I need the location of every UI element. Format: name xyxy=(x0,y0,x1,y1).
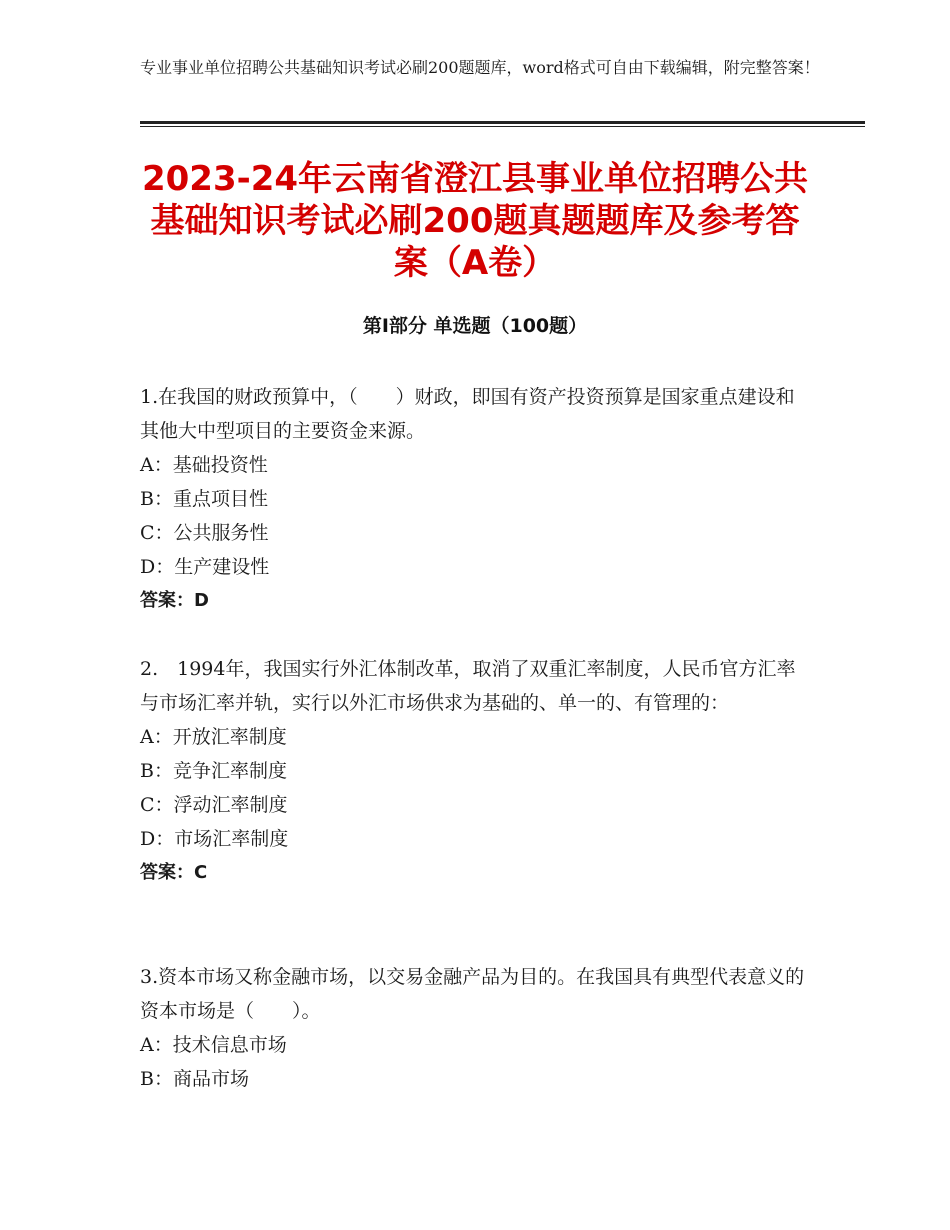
header-divider-thin xyxy=(140,126,865,127)
option-a: A：技术信息市场 xyxy=(140,1034,287,1056)
question-stem: 1.在我国的财政预算中，（ ）财政，即国有资产投资预算是国家重点建设和其他大中型项目的主要资金来源。 xyxy=(140,386,795,442)
option-d: D：生产建设性 xyxy=(140,556,270,578)
question-stem: 2. 1994年，我国实行外汇体制改革，取消了双重汇率制度，人民币官方汇率与市场汇率并轨，实行以外汇市场供求为基础的、单一的、有管理的： xyxy=(140,658,796,714)
question-stem: 3.资本市场又称金融市场，以交易金融产品为目的。在我国具有典型代表意义的资本市场是（ ）。 xyxy=(140,966,805,1022)
answer: 答案：D xyxy=(140,590,209,611)
question-3 xyxy=(140,960,810,1096)
option-c: C：公共服务性 xyxy=(140,522,269,544)
option-c: C：浮动汇率制度 xyxy=(140,794,288,816)
header-divider xyxy=(140,121,865,124)
option-b: B：重点项目性 xyxy=(140,488,268,510)
answer: 答案：C xyxy=(140,862,208,883)
question-1 xyxy=(140,380,810,618)
header-note: 专业事业单位招聘公共基础知识考试必刷200题题库，word格式可自由下载编辑，附完整答案！ xyxy=(140,58,820,77)
question-2 xyxy=(140,652,810,890)
option-b: B：竞争汇率制度 xyxy=(140,760,287,782)
option-a: A：基础投资性 xyxy=(140,454,268,476)
option-a: A：开放汇率制度 xyxy=(140,726,287,748)
option-d: D：市场汇率制度 xyxy=(140,828,289,850)
document-title: 2023-24年云南省澄江县事业单位招聘公共基础知识考试必刷200题真题题库及参考答案（A卷） xyxy=(141,159,809,283)
option-b: B：商品市场 xyxy=(140,1068,249,1090)
section-heading: 第Ⅰ部分 单选题（100题） xyxy=(362,315,588,337)
